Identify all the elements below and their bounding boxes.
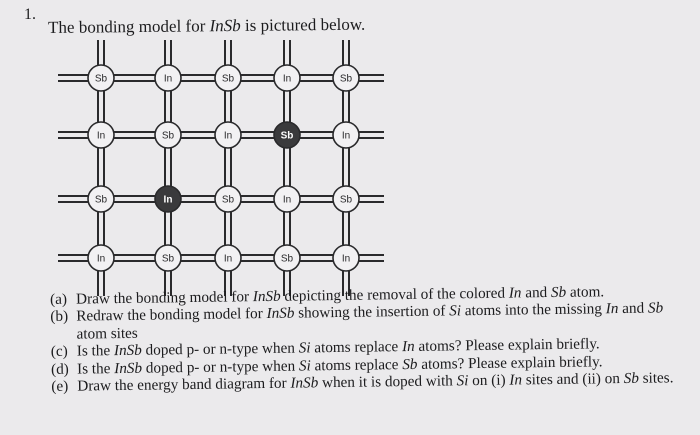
italic-term: InSb	[113, 341, 142, 360]
atom-label: Sb	[221, 194, 235, 206]
italic-term: Sb	[550, 283, 567, 302]
intro-text-1: The bonding model for	[48, 16, 210, 37]
question-text-part: atoms? Please explain briefly.	[417, 352, 603, 373]
question-text-part: sites.	[638, 369, 674, 387]
atom-label: In	[223, 130, 233, 142]
question-label: (e)	[51, 377, 69, 396]
question-text-part: atoms into the missing	[460, 300, 606, 320]
question-text-part: Is the	[76, 342, 115, 360]
question-text-part: Draw the energy band diagram for	[77, 374, 291, 395]
atom-label: In	[282, 194, 292, 206]
atom-label: Sb	[161, 253, 175, 265]
atom-label: Sb	[221, 73, 235, 85]
atom-label: In	[341, 130, 351, 142]
italic-term: In	[605, 300, 619, 318]
atom-label: Sb	[94, 73, 108, 85]
question-text-part: depicting the removal of the colored	[280, 284, 509, 305]
italic-term: Si	[298, 339, 311, 357]
atom-label: Sb	[339, 194, 353, 206]
question-text-part: Draw the bonding model for	[75, 288, 253, 308]
atom-label: In	[96, 253, 106, 265]
question-text-part: showing the insertion of	[294, 302, 450, 322]
italic-term: Sb	[402, 355, 418, 373]
question-text-part: atoms replace	[310, 355, 403, 374]
question-label: (b)	[50, 308, 69, 326]
question-text-part: on (i)	[468, 371, 510, 390]
question-text-part: atoms replace	[310, 338, 403, 357]
atom-label: In	[341, 253, 351, 265]
atom-label: In	[163, 194, 173, 206]
italic-term: Sb	[623, 369, 639, 388]
question-text-part: atom sites	[76, 324, 138, 343]
question-text-part: when it is doped with	[318, 372, 457, 392]
atom-label: In	[96, 130, 106, 142]
atom-label: Sb	[339, 73, 353, 85]
italic-term: InSb	[252, 287, 281, 306]
question-text-part: and	[521, 284, 552, 302]
intro-text-2: is pictured below.	[240, 14, 366, 35]
question-text-part: sites and (ii) on	[521, 370, 624, 389]
question-text-part: doped p- or n-type when	[141, 357, 300, 377]
italic-term: InSb	[266, 304, 295, 323]
italic-term: InSb	[114, 359, 143, 377]
italic-term: Si	[298, 356, 311, 375]
question-text-part: Is the	[76, 359, 115, 378]
intro-compound: InSb	[209, 15, 241, 36]
italic-term: InSb	[290, 374, 319, 392]
question-text-part: doped p- or n-type when	[141, 339, 299, 359]
question-text-part: Redraw the bonding model for	[76, 305, 267, 326]
italic-term: Si	[449, 302, 462, 320]
italic-term: Si	[456, 372, 469, 390]
question-label: (a)	[50, 290, 68, 308]
atom-label: In	[163, 73, 173, 85]
italic-term: In	[509, 371, 523, 389]
atom-label: In	[223, 253, 233, 265]
italic-term: Sb	[647, 299, 664, 318]
question-label: (d)	[50, 360, 69, 378]
question-text-part: atom.	[566, 283, 605, 301]
atom-label: In	[282, 73, 292, 85]
problem-number: 1.	[24, 6, 36, 23]
italic-term: In	[401, 338, 415, 356]
atom-label: Sb	[280, 130, 294, 142]
question-text-part: atoms? Please explain briefly.	[414, 335, 600, 356]
atom-label: Sb	[280, 253, 294, 265]
question-list	[50, 282, 691, 395]
atom-label: Sb	[94, 194, 108, 206]
question-text-part: and	[618, 300, 649, 318]
italic-term: In	[508, 284, 522, 302]
question-label: (c)	[50, 342, 68, 361]
atom-label: Sb	[161, 130, 175, 142]
